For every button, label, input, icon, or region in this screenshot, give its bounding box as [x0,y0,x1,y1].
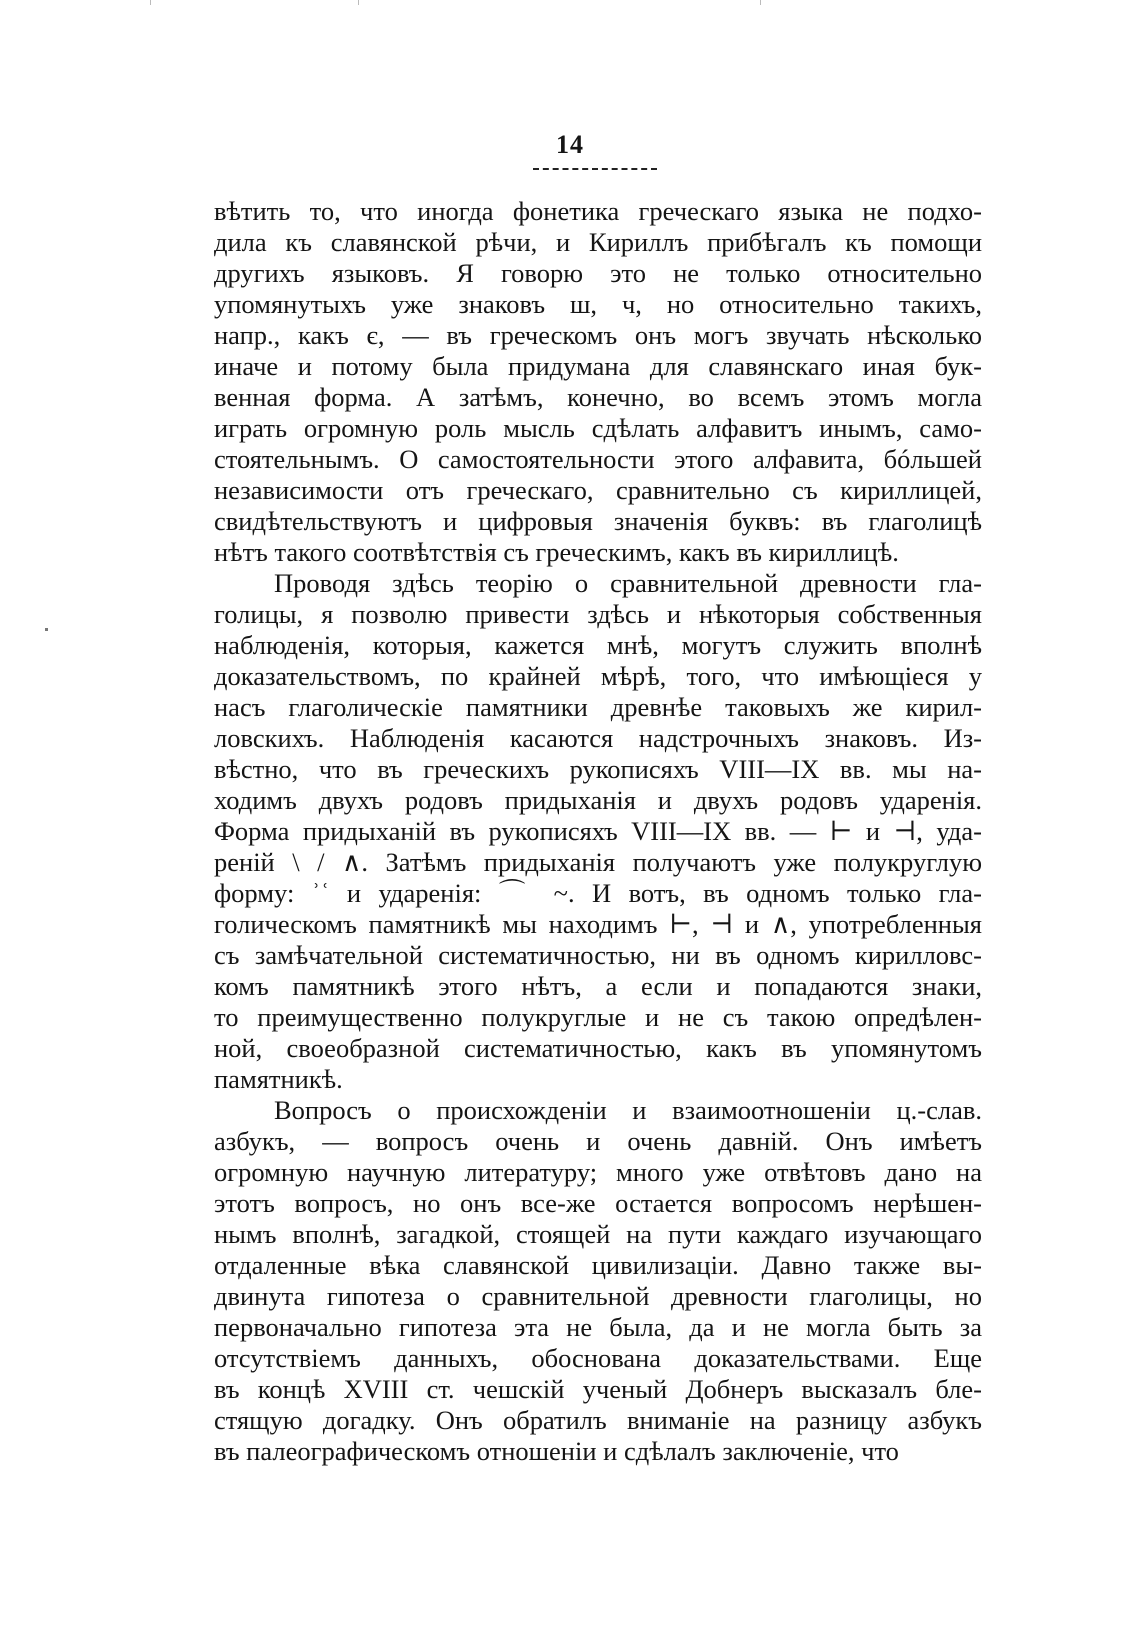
page-number: 14 [556,130,584,159]
text-line: этотъ вопросъ, но онъ все-же остается вопросомъ нерѣшен- [214,1188,982,1218]
text-line: голическомъ памятникѣ мы находимъ ⊢, ⊣ и ∧, употребленныя [214,909,982,939]
paragraph [214,568,982,1095]
text-line: форму: ʾʿ и ударенія: ⌒ ~. И вотъ, въ одномъ только гла- [214,878,982,908]
scan-artifact [760,0,761,5]
text-line: голицы, я позволю привести здѣсь и нѣкоторыя собственныя [214,599,982,629]
text-line: въ палеографическомъ отношеніи и сдѣлалъ заключеніе, что [214,1436,899,1466]
text-line: другихъ языковъ. Я говорю это не только относительно [214,258,982,288]
text-line: комъ памятникѣ этого нѣтъ, а если и попадаются знаки, [214,971,982,1001]
text-line: въ концѣ XVIII ст. чешскій ученый Добнеръ высказалъ бле- [214,1374,982,1404]
text-line: то преимущественно полукруглые и не съ такою опредѣлен- [214,1002,982,1032]
scan-artifact [150,0,151,5]
paragraph [214,1095,982,1467]
text-line: ловскихъ. Наблюденія касаются надстрочныхъ знаковъ. Из- [214,723,982,753]
text-line: вѣтить то, что иногда фонетика греческаго языка не подхо- [214,196,982,226]
text-line: дила къ славянской рѣчи, и Кириллъ прибѣгалъ къ помощи [214,227,982,257]
text-line: первоначально гипотеза эта не была, да и не могла быть за [214,1312,982,1342]
text-line: наблюденія, которыя, кажется мнѣ, могутъ служить вполнѣ [214,630,982,660]
body-text [214,196,982,1467]
scan-artifact [45,628,48,631]
text-line: реній \ / ∧. Затѣмъ придыханія получаютъ уже полукруглую [214,847,982,877]
text-line: играть огромную роль мысль сдѣлать алфавитъ инымъ, само- [214,413,982,443]
text-line: упомянутыхъ уже знаковъ ш, ч, но относительно такихъ, [214,289,982,319]
text-line: независимости отъ греческаго, сравнительно съ кириллицей, [214,475,982,505]
text-line: ной, своеобразной систематичностью, какъ въ упомянутомъ [214,1033,982,1063]
paragraph [214,196,982,568]
text-line: стоятельнымъ. О самостоятельности этого алфавита, бóльшей [214,444,982,474]
text-line: стящую догадку. Онъ обратилъ вниманіе на разницу азбукъ [214,1405,982,1435]
text-line: вѣстно, что въ греческихъ рукописяхъ VIII—IX вв. мы на- [214,754,982,784]
text-line: нымъ вполнѣ, загадкой, стоящей на пути каждаго изучающаго [214,1219,982,1249]
text-line: Вопросъ о происхожденіи и взаимоотношеніи ц.-слав. [274,1095,982,1125]
text-line: венная форма. А затѣмъ, конечно, во всемъ этомъ могла [214,382,982,412]
text-line: насъ глаголическіе памятники древнѣе таковыхъ же кирил- [214,692,982,722]
text-line: азбукъ, — вопросъ очень и очень давній. Онъ имѣетъ [214,1126,982,1156]
text-line: ходимъ двухъ родовъ придыханія и двухъ родовъ ударенія. [214,785,982,815]
scan-artifact [358,0,359,5]
text-line: отдаленные вѣка славянской цивилизаціи. Давно также вы- [214,1250,982,1280]
header-rule [533,168,657,172]
text-line: отсутствіемъ данныхъ, обоснована доказательствами. Еще [214,1343,982,1373]
text-line: напр., какъ є, — въ греческомъ онъ могъ звучать нѣсколько [214,320,982,350]
text-line: памятникѣ. [214,1064,343,1094]
text-line: доказательствомъ, по крайней мѣрѣ, того, что имѣющіеся у [214,661,982,691]
text-line: иначе и потому была придумана для славянскаго иная бук- [214,351,982,381]
text-line: нѣтъ такого соотвѣтствія съ греческимъ, какъ въ кириллицѣ. [214,537,899,567]
text-line: Проводя здѣсь теорію о сравнительной древности гла- [274,568,982,598]
text-line: Форма придыханій въ рукописяхъ VIII—IX вв. — ⊢ и ⊣, уда- [214,816,982,846]
text-line: свидѣтельствуютъ и цифровыя значенія буквъ: въ глаголицѣ [214,506,982,536]
text-line: двинута гипотеза о сравнительной древности глаголицы, но [214,1281,982,1311]
text-line: огромную научную литературу; много уже отвѣтовъ дано на [214,1157,982,1187]
text-line: съ замѣчательной систематичностью, ни въ одномъ кирилловс- [214,940,982,970]
